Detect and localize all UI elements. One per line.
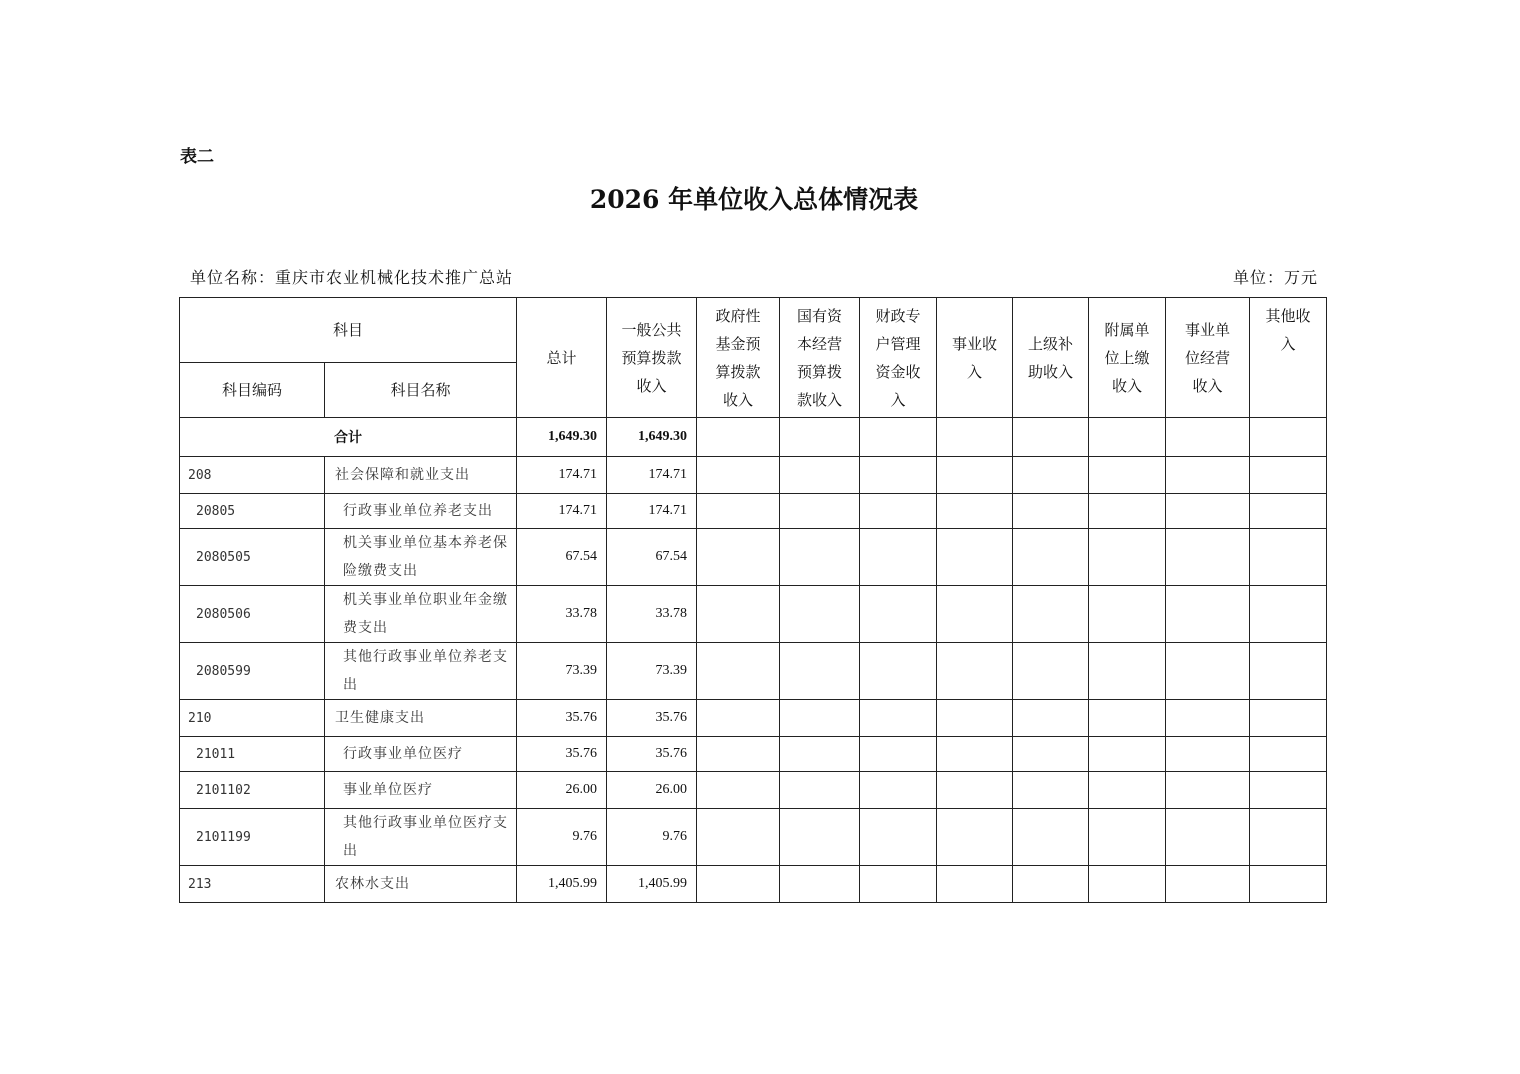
empty-cell [1166,457,1250,494]
empty-cell [697,809,780,866]
row-name: 行政事业单位医疗 [325,737,517,772]
empty-cell [1250,494,1327,529]
row-name: 社会保障和就业支出 [325,457,517,494]
empty-cell [1013,809,1089,866]
empty-cell [697,700,780,737]
row-total: 73.39 [517,643,607,700]
empty-cell [780,737,860,772]
empty-cell [1166,866,1250,903]
empty-cell [937,866,1013,903]
empty-cell [697,737,780,772]
empty-cell [937,457,1013,494]
empty-cell [1089,772,1166,809]
total-total: 1,649.30 [517,418,607,457]
empty-cell [1013,643,1089,700]
empty-cell [697,772,780,809]
empty-cell [697,494,780,529]
empty-cell [1166,737,1250,772]
row-name: 行政事业单位养老支出 [325,494,517,529]
data-rows [180,457,1327,903]
table-row [180,737,1327,772]
header-code: 科目编码 [180,363,325,418]
header-superior-subsidy: 上级补助收入 [1013,298,1089,418]
empty-cell [1250,866,1327,903]
empty-cell [860,529,937,586]
row-total: 174.71 [517,494,607,529]
row-code: 2101199 [180,809,325,866]
table-row [180,772,1327,809]
empty-cell [780,457,860,494]
empty-cell [780,586,860,643]
empty-cell [1013,457,1089,494]
empty-cell [1250,643,1327,700]
header-general-budget: 一般公共预算拨款收入 [607,298,697,418]
empty-cell [1089,809,1166,866]
page-label: 表二 [180,147,214,167]
row-general-budget: 9.76 [607,809,697,866]
header-subject: 科目 [180,298,517,363]
empty-cell [1089,866,1166,903]
row-total: 174.71 [517,457,607,494]
row-code: 213 [180,866,325,903]
row-code: 21011 [180,737,325,772]
empty-cell [937,700,1013,737]
table-row [180,529,1327,586]
empty-cell [1013,866,1089,903]
empty-cell [1250,529,1327,586]
total-label: 合计 [180,418,517,457]
row-code: 20805 [180,494,325,529]
empty-cell [1089,643,1166,700]
empty-cell [1013,737,1089,772]
empty-cell [860,737,937,772]
empty-cell [1250,772,1327,809]
row-total: 1,405.99 [517,866,607,903]
page-title: 2026 年单位收入总体情况表 [589,185,919,214]
empty-cell [860,700,937,737]
total-row [180,418,1327,457]
empty-cell [1166,809,1250,866]
empty-cell [1089,700,1166,737]
row-total: 9.76 [517,809,607,866]
empty-cell [860,643,937,700]
row-general-budget: 35.76 [607,737,697,772]
header-name: 科目名称 [325,363,517,418]
row-code: 210 [180,700,325,737]
empty-cell [1089,529,1166,586]
empty-cell [780,643,860,700]
empty-cell [860,772,937,809]
header-other: 其他收入 [1250,298,1327,418]
table-row [180,700,1327,737]
row-general-budget: 174.71 [607,457,697,494]
header-state-capital: 国有资本经营预算拨款收入 [780,298,860,418]
income-table-wrapper [179,297,1327,904]
empty-cell [780,809,860,866]
header-business-income: 事业收入 [937,298,1013,418]
empty-cell [937,772,1013,809]
table-row [180,866,1327,903]
empty-cell [780,529,860,586]
empty-cell [1013,700,1089,737]
empty-cell [1250,586,1327,643]
empty-cell [860,457,937,494]
row-code: 2080506 [180,586,325,643]
empty-cell [1166,643,1250,700]
row-total: 33.78 [517,586,607,643]
header-business-operation: 事业单位经营收入 [1166,298,1250,418]
row-general-budget: 174.71 [607,494,697,529]
row-code: 208 [180,457,325,494]
header-gov-fund: 政府性基金预算拨款收入 [697,298,780,418]
header-fiscal-special: 财政专户管理资金收入 [860,298,937,418]
empty-cell [860,494,937,529]
row-general-budget: 1,405.99 [607,866,697,903]
empty-cell [697,457,780,494]
row-name: 其他行政事业单位医疗支出 [325,809,517,866]
empty-cell [937,529,1013,586]
row-name: 农林水支出 [325,866,517,903]
row-name: 机关事业单位职业年金缴费支出 [325,586,517,643]
row-general-budget: 33.78 [607,586,697,643]
row-code: 2080505 [180,529,325,586]
empty-cell [860,866,937,903]
empty-cell [937,586,1013,643]
empty-cell [1250,700,1327,737]
empty-cell [1089,494,1166,529]
empty-cell [697,866,780,903]
row-general-budget: 26.00 [607,772,697,809]
empty-cell [937,494,1013,529]
empty-cell [1166,700,1250,737]
header-affiliated: 附属单位上缴收入 [1089,298,1166,418]
row-general-budget: 35.76 [607,700,697,737]
empty-cell [1013,586,1089,643]
empty-cell [1013,494,1089,529]
unit-label: 单位：万元 [1232,268,1318,287]
table-row [180,457,1327,494]
empty-cell [1089,737,1166,772]
total-general-budget: 1,649.30 [607,418,697,457]
empty-cell [697,643,780,700]
row-code: 2080599 [180,643,325,700]
row-name: 机关事业单位基本养老保险缴费支出 [325,529,517,586]
table-row [180,809,1327,866]
row-total: 35.76 [517,700,607,737]
empty-cell [1250,737,1327,772]
empty-cell [1166,494,1250,529]
row-total: 67.54 [517,529,607,586]
row-name: 卫生健康支出 [325,700,517,737]
row-code: 2101102 [180,772,325,809]
empty-cell [697,529,780,586]
empty-cell [1166,772,1250,809]
empty-cell [1166,529,1250,586]
empty-cell [1166,586,1250,643]
table-row [180,494,1327,529]
empty-cell [1013,529,1089,586]
unit-name: 单位名称：重庆市农业机械化技术推广总站 [190,268,514,287]
empty-cell [780,700,860,737]
empty-cell [780,494,860,529]
empty-cell [860,586,937,643]
empty-cell [780,772,860,809]
table-row [180,586,1327,643]
empty-cell [1250,457,1327,494]
row-total: 35.76 [517,737,607,772]
empty-cell [1089,457,1166,494]
empty-cell [860,809,937,866]
table-row [180,643,1327,700]
row-total: 26.00 [517,772,607,809]
row-name: 事业单位医疗 [325,772,517,809]
empty-cell [1250,809,1327,866]
empty-cell [1013,772,1089,809]
empty-cell [937,643,1013,700]
empty-cell [1089,586,1166,643]
empty-cell [780,866,860,903]
row-name: 其他行政事业单位养老支出 [325,643,517,700]
header-total: 总计 [517,298,607,418]
empty-cell [697,586,780,643]
empty-cell [937,737,1013,772]
row-general-budget: 73.39 [607,643,697,700]
row-general-budget: 67.54 [607,529,697,586]
empty-cell [937,809,1013,866]
income-table [179,297,1327,903]
